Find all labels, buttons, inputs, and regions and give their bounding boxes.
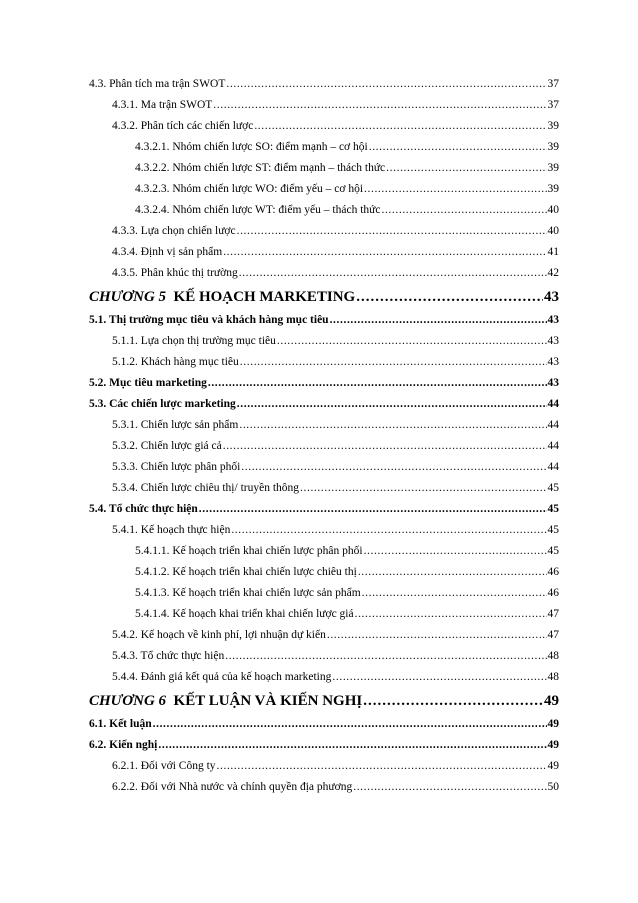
toc-entry[interactable]: [0, 95, 638, 116]
dot-leader: [300, 478, 546, 499]
dot-leader: [213, 95, 546, 116]
toc-entry-title: 4.3.2. Phân tích các chiến lược: [112, 120, 254, 132]
dot-leader: [223, 436, 547, 457]
toc-entry-title: 4.3. Phân tích ma trận SWOT: [89, 78, 226, 90]
dot-leader: [327, 625, 547, 646]
toc-section-entry[interactable]: [0, 499, 638, 520]
toc-entry[interactable]: [0, 221, 638, 242]
toc-entry-title: 5.1. Thị trường mục tiêu và khách hàng mục tiêu: [89, 314, 329, 326]
toc-section-entry[interactable]: [0, 394, 638, 415]
toc-page-number: 37: [547, 78, 559, 90]
toc-section-entry[interactable]: [0, 735, 638, 756]
toc-page-number: 39: [547, 141, 559, 153]
table-of-contents: [0, 74, 638, 798]
toc-page-number: 47: [547, 629, 559, 641]
dot-leader: [364, 179, 546, 200]
toc-page-number: 41: [547, 246, 559, 258]
toc-entry-title: 5.1.2. Khách hàng mục tiêu: [112, 356, 239, 368]
toc-page-number: 37: [547, 99, 559, 111]
toc-page-number: 44: [547, 440, 559, 452]
toc-entry-title: 4.3.2.3. Nhóm chiến lược WO: điểm yếu – cơ hội: [135, 183, 364, 195]
dot-leader: [231, 520, 546, 541]
toc-page-number: 47: [547, 608, 559, 620]
toc-entry[interactable]: [0, 457, 638, 478]
toc-entry[interactable]: [0, 604, 638, 625]
toc-page-number: 43: [547, 377, 559, 389]
toc-entry[interactable]: [0, 625, 638, 646]
toc-page-number: 43: [547, 335, 559, 347]
toc-entry[interactable]: [0, 415, 638, 436]
toc-entry[interactable]: [0, 331, 638, 352]
toc-entry-title: 5.1.1. Lựa chọn thị trường mục tiêu: [112, 335, 276, 347]
dot-leader: [332, 667, 546, 688]
toc-entry[interactable]: [0, 242, 638, 263]
toc-page-number: 46: [547, 566, 559, 578]
toc-page-number: 40: [547, 204, 559, 216]
dot-leader: [330, 310, 547, 331]
dot-leader: [208, 373, 547, 394]
toc-page-number: 49: [547, 718, 559, 730]
toc-entry-title: 5.4.1.4. Kế hoạch khai triển khai chiến lược giá: [135, 608, 354, 620]
dot-leader: [225, 646, 546, 667]
toc-entry-title: 5.3.1. Chiến lược sản phẩm: [112, 419, 239, 431]
toc-entry-title: 6.2.1. Đối với Công ty: [112, 760, 216, 772]
toc-entry[interactable]: [0, 520, 638, 541]
dot-leader: [158, 735, 546, 756]
dot-leader: [153, 714, 547, 735]
toc-entry[interactable]: [0, 478, 638, 499]
toc-page-number: 43: [547, 314, 559, 326]
toc-entry[interactable]: [0, 263, 638, 284]
dot-leader: [358, 562, 547, 583]
toc-page-number: 39: [547, 183, 559, 195]
toc-entry-title: 4.3.2.1. Nhóm chiến lược SO: điểm mạnh – cơ hội: [135, 141, 368, 153]
dot-leader: [254, 116, 546, 137]
dot-leader: [199, 499, 547, 520]
toc-page-number: 49: [544, 693, 559, 709]
toc-entry[interactable]: [0, 646, 638, 667]
toc-chapter-entry[interactable]: [0, 688, 638, 714]
toc-page-number: 45: [547, 524, 559, 536]
toc-page-number: 42: [547, 267, 559, 279]
toc-page-number: 44: [547, 398, 559, 410]
toc-page-number: 49: [547, 760, 559, 772]
toc-entry-title: [89, 284, 355, 310]
toc-entry-title: 4.3.4. Định vị sản phẩm: [112, 246, 223, 258]
toc-entry[interactable]: [0, 179, 638, 200]
toc-entry-title: 5.3. Các chiến lược marketing: [89, 398, 236, 410]
dot-leader: [239, 263, 547, 284]
toc-entry-title: 6.2. Kiến nghị: [89, 739, 158, 751]
toc-entry-title: [89, 688, 362, 714]
toc-section-entry[interactable]: [0, 373, 638, 394]
toc-entry[interactable]: [0, 137, 638, 158]
toc-page-number: 50: [547, 781, 559, 793]
toc-entry[interactable]: [0, 352, 638, 373]
toc-page-number: 43: [544, 289, 559, 305]
toc-entry-title: 5.4.4. Đánh giá kết quả của kế hoạch marketing: [112, 671, 332, 683]
toc-entry-title: 4.3.1. Ma trận SWOT: [112, 99, 213, 111]
toc-entry-title: 5.4.1.3. Kế hoạch triển khai chiến lược sản phẩm: [135, 587, 361, 599]
toc-entry-title: 5.4.1.2. Kế hoạch triển khai chiến lược chiêu thị: [135, 566, 357, 578]
dot-leader: [381, 200, 546, 221]
toc-entry-title: 4.3.2.2. Nhóm chiến lược ST: điểm mạnh – thách thức: [135, 162, 386, 174]
dot-leader: [386, 158, 546, 179]
dot-leader: [353, 777, 546, 798]
toc-entry[interactable]: [0, 777, 638, 798]
dot-leader: [237, 394, 547, 415]
chapter-title: KẾT LUẬN VÀ KIẾN NGHỊ: [173, 693, 363, 709]
toc-page-number: 39: [547, 162, 559, 174]
dot-leader: [355, 604, 547, 625]
toc-entry-title: 5.4.2. Kế hoạch về kinh phí, lợi nhuận dự kiến: [112, 629, 326, 641]
toc-entry-title: 5.4.3. Tổ chức thực hiện: [112, 650, 225, 662]
chapter-number: CHƯƠNG 5: [89, 289, 167, 305]
toc-entry-title: 5.3.4. Chiến lược chiêu thị/ truyền thông: [112, 482, 300, 494]
dot-leader: [362, 583, 547, 604]
dot-leader: [364, 541, 547, 562]
toc-entry-title: 5.3.2. Chiến lược giá cả: [112, 440, 222, 452]
dot-leader: [239, 415, 546, 436]
toc-entry[interactable]: [0, 562, 638, 583]
toc-section-entry[interactable]: [0, 310, 638, 331]
toc-entry-title: 5.2. Mục tiêu marketing: [89, 377, 207, 389]
toc-entry[interactable]: [0, 158, 638, 179]
toc-entry[interactable]: [0, 583, 638, 604]
toc-entry-title: 4.3.3. Lựa chọn chiến lược: [112, 225, 236, 237]
dot-leader: [277, 331, 547, 352]
toc-entry[interactable]: [0, 200, 638, 221]
chapter-title: KẾ HOẠCH MARKETING: [173, 289, 356, 305]
toc-section-entry[interactable]: [0, 714, 638, 735]
toc-entry-title: 5.4.1.1. Kế hoạch triển khai chiến lược phân phối: [135, 545, 363, 557]
dot-leader: [226, 74, 546, 95]
toc-page-number: 40: [547, 225, 559, 237]
dot-leader: [356, 284, 543, 310]
toc-entry[interactable]: [0, 116, 638, 137]
dot-leader: [241, 457, 546, 478]
toc-page-number: 45: [547, 503, 559, 515]
toc-entry[interactable]: [0, 667, 638, 688]
toc-entry-title: 6.1. Kết luận: [89, 718, 152, 730]
toc-page-number: 45: [547, 482, 559, 494]
toc-page-number: 46: [547, 587, 559, 599]
toc-page-number: 43: [547, 356, 559, 368]
toc-page-number: 44: [547, 461, 559, 473]
toc-page-number: 44: [547, 419, 559, 431]
toc-entry-title: 5.3.3. Chiến lược phân phối: [112, 461, 241, 473]
toc-entry[interactable]: [0, 436, 638, 457]
toc-page-number: 48: [547, 671, 559, 683]
dot-leader: [369, 137, 547, 158]
dot-leader: [217, 756, 547, 777]
dot-leader: [237, 221, 547, 242]
toc-entry[interactable]: [0, 74, 638, 95]
dot-leader: [363, 688, 543, 714]
toc-entry-title: 4.3.2.4. Nhóm chiến lược WT: điểm yếu – thách thức: [135, 204, 381, 216]
toc-entry-title: 5.4.1. Kế hoạch thực hiện: [112, 524, 231, 536]
toc-entry-title: 6.2.2. Đối với Nhà nước và chính quyền địa phương: [112, 781, 353, 793]
toc-page-number: 48: [547, 650, 559, 662]
chapter-number: CHƯƠNG 6: [89, 693, 167, 709]
toc-entry-title: 4.3.5. Phân khúc thị trường: [112, 267, 238, 279]
toc-entry[interactable]: [0, 756, 638, 777]
toc-chapter-entry[interactable]: [0, 284, 638, 310]
toc-page-number: 49: [547, 739, 559, 751]
dot-leader: [240, 352, 547, 373]
toc-entry-title: 5.4. Tổ chức thực hiện: [89, 503, 198, 515]
toc-page-number: 39: [547, 120, 559, 132]
toc-entry[interactable]: [0, 541, 638, 562]
dot-leader: [223, 242, 546, 263]
toc-page-number: 45: [547, 545, 559, 557]
